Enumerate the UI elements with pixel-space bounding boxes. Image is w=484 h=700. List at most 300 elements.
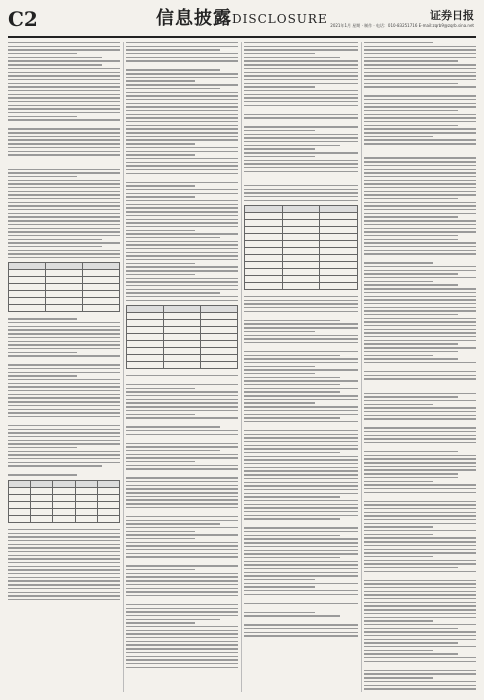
- text-line: [8, 562, 120, 563]
- text-line: [244, 417, 340, 418]
- table-cell: [245, 227, 283, 234]
- text-column-1: [8, 42, 120, 692]
- text-line: [244, 579, 315, 580]
- text-line: [364, 86, 476, 87]
- text-line: [244, 380, 358, 381]
- text-line: [8, 355, 120, 356]
- table-cell: [46, 263, 83, 270]
- text-line: [244, 583, 358, 584]
- text-line: [126, 176, 238, 179]
- table-cell: [53, 480, 75, 487]
- column-divider: [241, 42, 242, 692]
- text-line: [364, 400, 476, 401]
- text-line: [244, 561, 358, 562]
- table-cell: [245, 248, 283, 255]
- text-line: [244, 156, 315, 157]
- text-line: [8, 235, 120, 236]
- text-line: [364, 639, 476, 640]
- text-line: [364, 239, 458, 240]
- text-line: [364, 314, 458, 315]
- text-line: [244, 60, 358, 61]
- text-line: [364, 83, 458, 84]
- table-cell: [83, 270, 120, 277]
- text-line: [364, 545, 476, 546]
- table-cell: [320, 276, 358, 283]
- text-line: [244, 185, 358, 186]
- text-line: [364, 114, 476, 115]
- text-line: [8, 401, 120, 402]
- text-line: [364, 378, 476, 379]
- text-line: [244, 531, 358, 532]
- text-line: [364, 466, 476, 467]
- text-line: [8, 231, 120, 232]
- text-line: [364, 257, 476, 260]
- text-line: [244, 94, 358, 95]
- text-line: [8, 119, 120, 120]
- text-line: [126, 266, 238, 267]
- table-row: [245, 227, 358, 234]
- text-line: [364, 49, 476, 50]
- table-cell: [245, 234, 283, 241]
- body-text: [126, 375, 238, 673]
- text-line: [8, 386, 120, 387]
- text-line: [244, 388, 358, 389]
- text-line: [364, 591, 476, 592]
- text-line: [8, 136, 120, 137]
- text-line: [244, 504, 358, 505]
- text-line: [364, 519, 476, 520]
- text-line: [126, 573, 238, 574]
- text-line: [244, 303, 358, 304]
- text-line: [126, 241, 238, 242]
- text-line: [364, 57, 476, 58]
- text-line: [364, 624, 476, 625]
- text-line: [126, 644, 238, 645]
- text-line: [126, 139, 238, 140]
- table-cell: [320, 248, 358, 255]
- text-line: [126, 542, 238, 543]
- table-cell: [282, 206, 320, 213]
- text-line: [126, 169, 238, 170]
- text-line: [364, 481, 433, 482]
- table-cell: [127, 320, 164, 327]
- text-line: [126, 196, 195, 197]
- text-line: [8, 101, 120, 102]
- text-line: [244, 527, 358, 528]
- column-divider: [123, 42, 124, 692]
- text-line: [8, 348, 120, 349]
- text-line: [364, 657, 476, 658]
- text-line: [364, 95, 476, 96]
- text-line: [364, 266, 476, 267]
- text-line: [364, 681, 476, 682]
- text-line: [126, 222, 238, 223]
- table-cell: [201, 348, 238, 355]
- body-text: [8, 318, 120, 475]
- text-line: [364, 438, 476, 439]
- text-line: [364, 451, 458, 452]
- text-line: [244, 425, 358, 428]
- text-line: [364, 246, 476, 247]
- text-line: [244, 550, 358, 551]
- text-line: [364, 224, 476, 225]
- text-line: [364, 407, 476, 408]
- table-cell: [31, 480, 53, 487]
- text-line: [244, 612, 315, 613]
- text-line: [8, 409, 120, 410]
- text-line: [364, 642, 458, 643]
- text-line: [364, 617, 476, 618]
- text-line: [244, 496, 340, 497]
- text-line: [364, 488, 476, 489]
- table-row: [9, 277, 120, 284]
- text-line: [126, 481, 238, 482]
- header-meta: 2021年1月 星期 · 制作 · 电话：010-83251716 E-mail:zqrb9@zqrb.sina.net: [330, 23, 474, 28]
- text-line: [364, 228, 476, 229]
- text-line: [8, 359, 120, 362]
- table-cell: [9, 277, 46, 284]
- table-row: [9, 501, 120, 508]
- text-line: [126, 527, 238, 528]
- table-cell: [164, 355, 201, 362]
- text-line: [244, 624, 358, 625]
- text-line: [364, 404, 433, 405]
- text-line: [8, 451, 120, 452]
- text-line: [244, 430, 358, 431]
- text-line: [8, 147, 120, 148]
- text-line: [8, 154, 120, 155]
- text-line: [8, 412, 120, 413]
- text-line: [8, 555, 120, 556]
- table-cell: [75, 494, 97, 501]
- text-line: [8, 425, 120, 426]
- text-line: [126, 461, 195, 462]
- text-column-4: [364, 42, 476, 692]
- text-line: [364, 147, 476, 150]
- text-line: [244, 500, 358, 501]
- text-line: [244, 307, 358, 308]
- text-line: [126, 402, 238, 403]
- text-line: [364, 523, 476, 524]
- text-line: [8, 239, 102, 240]
- table-row: [127, 355, 238, 362]
- text-line: [244, 366, 315, 367]
- text-line: [364, 530, 476, 531]
- text-line: [8, 180, 120, 181]
- text-line: [126, 259, 238, 260]
- table-cell: [164, 306, 201, 313]
- text-line: [8, 224, 120, 225]
- text-line: [126, 375, 238, 376]
- table-cell: [127, 355, 164, 362]
- text-line: [126, 523, 220, 524]
- text-line: [364, 42, 433, 43]
- table-cell: [9, 487, 31, 494]
- table-cell: [46, 305, 83, 312]
- text-line: [244, 358, 358, 359]
- text-line: [8, 105, 120, 106]
- text-line: [364, 362, 476, 363]
- text-line: [126, 595, 238, 596]
- text-line: [244, 597, 358, 600]
- text-line: [364, 198, 458, 199]
- text-line: [364, 332, 476, 333]
- text-line: [364, 213, 476, 214]
- text-line: [126, 465, 238, 466]
- text-line: [244, 145, 340, 146]
- text-line: [126, 545, 238, 546]
- text-line: [364, 202, 476, 203]
- text-line: [8, 405, 120, 406]
- table-cell: [9, 298, 46, 305]
- text-line: [126, 615, 238, 616]
- table-cell: [201, 306, 238, 313]
- text-line: [244, 441, 358, 442]
- text-line: [126, 485, 238, 486]
- text-line: [244, 97, 358, 98]
- table-cell: [31, 501, 53, 508]
- text-line: [364, 152, 476, 155]
- text-line: [364, 605, 476, 606]
- text-line: [364, 508, 476, 509]
- text-line: [364, 387, 476, 390]
- text-line: [244, 568, 358, 569]
- text-line: [244, 134, 358, 135]
- text-line: [126, 95, 238, 96]
- text-line: [126, 626, 238, 627]
- table-cell: [320, 227, 358, 234]
- text-line: [244, 141, 358, 142]
- text-line: [126, 531, 195, 532]
- table-row: [245, 206, 358, 213]
- text-line: [126, 80, 195, 81]
- text-line: [126, 255, 238, 256]
- text-line: [364, 53, 476, 54]
- text-line: [364, 541, 476, 542]
- table-cell: [282, 248, 320, 255]
- table-cell: [83, 305, 120, 312]
- text-line: [8, 443, 120, 444]
- table-row: [245, 255, 358, 262]
- text-line: [8, 375, 77, 376]
- text-line: [364, 411, 476, 412]
- text-line: [126, 57, 238, 58]
- text-line: [364, 157, 476, 158]
- table-cell: [9, 263, 46, 270]
- text-line: [8, 116, 77, 117]
- text-line: [244, 369, 358, 370]
- table-cell: [282, 220, 320, 227]
- text-line: [364, 422, 476, 425]
- text-line: [244, 167, 358, 168]
- text-line: [364, 415, 476, 416]
- text-line: [364, 321, 476, 322]
- text-line: [8, 86, 120, 87]
- text-line: [126, 281, 238, 282]
- text-line: [126, 92, 238, 93]
- text-line: [364, 549, 476, 550]
- text-line: [8, 169, 120, 170]
- text-line: [244, 575, 358, 576]
- text-line: [126, 652, 238, 653]
- text-line: [126, 569, 195, 570]
- text-line: [8, 322, 120, 323]
- text-line: [244, 335, 358, 336]
- text-line: [364, 484, 476, 485]
- text-line: [364, 128, 476, 129]
- text-line: [244, 546, 358, 547]
- text-line: [126, 379, 238, 382]
- text-line: [8, 341, 120, 342]
- text-line: [8, 569, 120, 570]
- text-line: [126, 395, 238, 396]
- text-line: [364, 556, 433, 557]
- text-line: [244, 414, 358, 415]
- text-line: [126, 162, 238, 163]
- text-line: [8, 191, 120, 192]
- table-cell: [320, 255, 358, 262]
- text-line: [126, 434, 238, 435]
- text-line: [8, 458, 120, 459]
- text-line: [244, 42, 358, 43]
- text-line: [364, 99, 476, 100]
- text-line: [244, 557, 340, 558]
- table-row: [127, 341, 238, 348]
- text-line: [244, 489, 358, 490]
- text-line: [244, 538, 358, 539]
- text-line: [364, 110, 458, 111]
- text-line: [8, 68, 120, 69]
- table-row: [127, 334, 238, 341]
- text-line: [244, 590, 358, 591]
- text-line: [364, 501, 476, 502]
- text-line: [364, 563, 476, 564]
- text-line: [8, 72, 120, 73]
- text-line: [126, 507, 238, 508]
- text-line: [8, 53, 77, 54]
- text-line: [364, 458, 476, 459]
- text-line: [8, 372, 120, 373]
- text-line: [364, 455, 476, 456]
- text-line: [244, 515, 358, 516]
- text-line: [244, 511, 358, 512]
- text-line: [364, 580, 476, 581]
- text-line: [8, 326, 120, 327]
- text-line: [364, 220, 476, 221]
- table-cell: [97, 494, 119, 501]
- text-line: [126, 53, 238, 54]
- text-line: [364, 427, 476, 428]
- text-line: [364, 371, 476, 372]
- text-line: [8, 344, 120, 345]
- text-line: [8, 209, 120, 210]
- text-line: [364, 670, 476, 671]
- text-line: [8, 436, 120, 437]
- text-line: [364, 495, 476, 498]
- text-line: [126, 437, 238, 440]
- table-cell: [164, 348, 201, 355]
- text-line: [8, 580, 120, 581]
- text-line: [8, 228, 120, 229]
- text-line: [126, 207, 238, 208]
- text-line: [364, 132, 476, 133]
- text-line: [244, 75, 358, 76]
- text-line: [8, 432, 120, 433]
- text-line: [126, 499, 238, 500]
- table-cell: [9, 508, 31, 515]
- text-line: [126, 417, 238, 418]
- table-cell: [53, 501, 75, 508]
- text-line: [8, 198, 120, 199]
- table-cell: [127, 348, 164, 355]
- text-line: [126, 165, 238, 166]
- text-line: [244, 323, 358, 324]
- text-line: [364, 688, 476, 689]
- text-line: [126, 136, 238, 137]
- text-line: [126, 472, 238, 475]
- text-line: [126, 468, 238, 469]
- text-line: [126, 477, 238, 478]
- table-row: [127, 320, 238, 327]
- text-line: [244, 49, 358, 50]
- text-line: [244, 518, 340, 519]
- table-cell: [46, 270, 83, 277]
- table-cell: [245, 255, 283, 262]
- text-line: [244, 108, 358, 111]
- text-line: [244, 351, 358, 352]
- text-line: [364, 284, 458, 285]
- text-line: [244, 174, 358, 177]
- table-cell: [201, 362, 238, 369]
- table-cell: [127, 334, 164, 341]
- data-table: [244, 205, 358, 290]
- table-row: [245, 241, 358, 248]
- table-cell: [282, 241, 320, 248]
- text-line: [364, 673, 476, 674]
- text-line: [8, 151, 120, 152]
- text-line: [8, 573, 120, 574]
- text-line: [364, 560, 476, 561]
- text-line: [244, 463, 358, 464]
- table-cell: [164, 320, 201, 327]
- table-row: [245, 234, 358, 241]
- text-line: [8, 368, 120, 369]
- text-line: [244, 137, 358, 138]
- text-line: [126, 99, 238, 100]
- text-line: [244, 373, 315, 374]
- text-line: [8, 536, 120, 537]
- text-line: [126, 292, 220, 293]
- text-line: [364, 216, 458, 217]
- text-line: [244, 57, 340, 58]
- text-line: [364, 366, 476, 369]
- text-line: [126, 604, 238, 605]
- text-line: [244, 410, 358, 411]
- text-line: [364, 355, 433, 356]
- table-cell: [320, 220, 358, 227]
- table-row: [127, 348, 238, 355]
- text-line: [126, 200, 238, 201]
- text-line: [8, 544, 120, 545]
- section-title: 信息披露: [156, 8, 232, 29]
- table-cell: [127, 362, 164, 369]
- text-line: [126, 173, 238, 174]
- text-line: [126, 580, 238, 581]
- text-line: [244, 459, 358, 460]
- text-line: [364, 435, 476, 436]
- table-cell: [282, 234, 320, 241]
- text-line: [244, 522, 358, 525]
